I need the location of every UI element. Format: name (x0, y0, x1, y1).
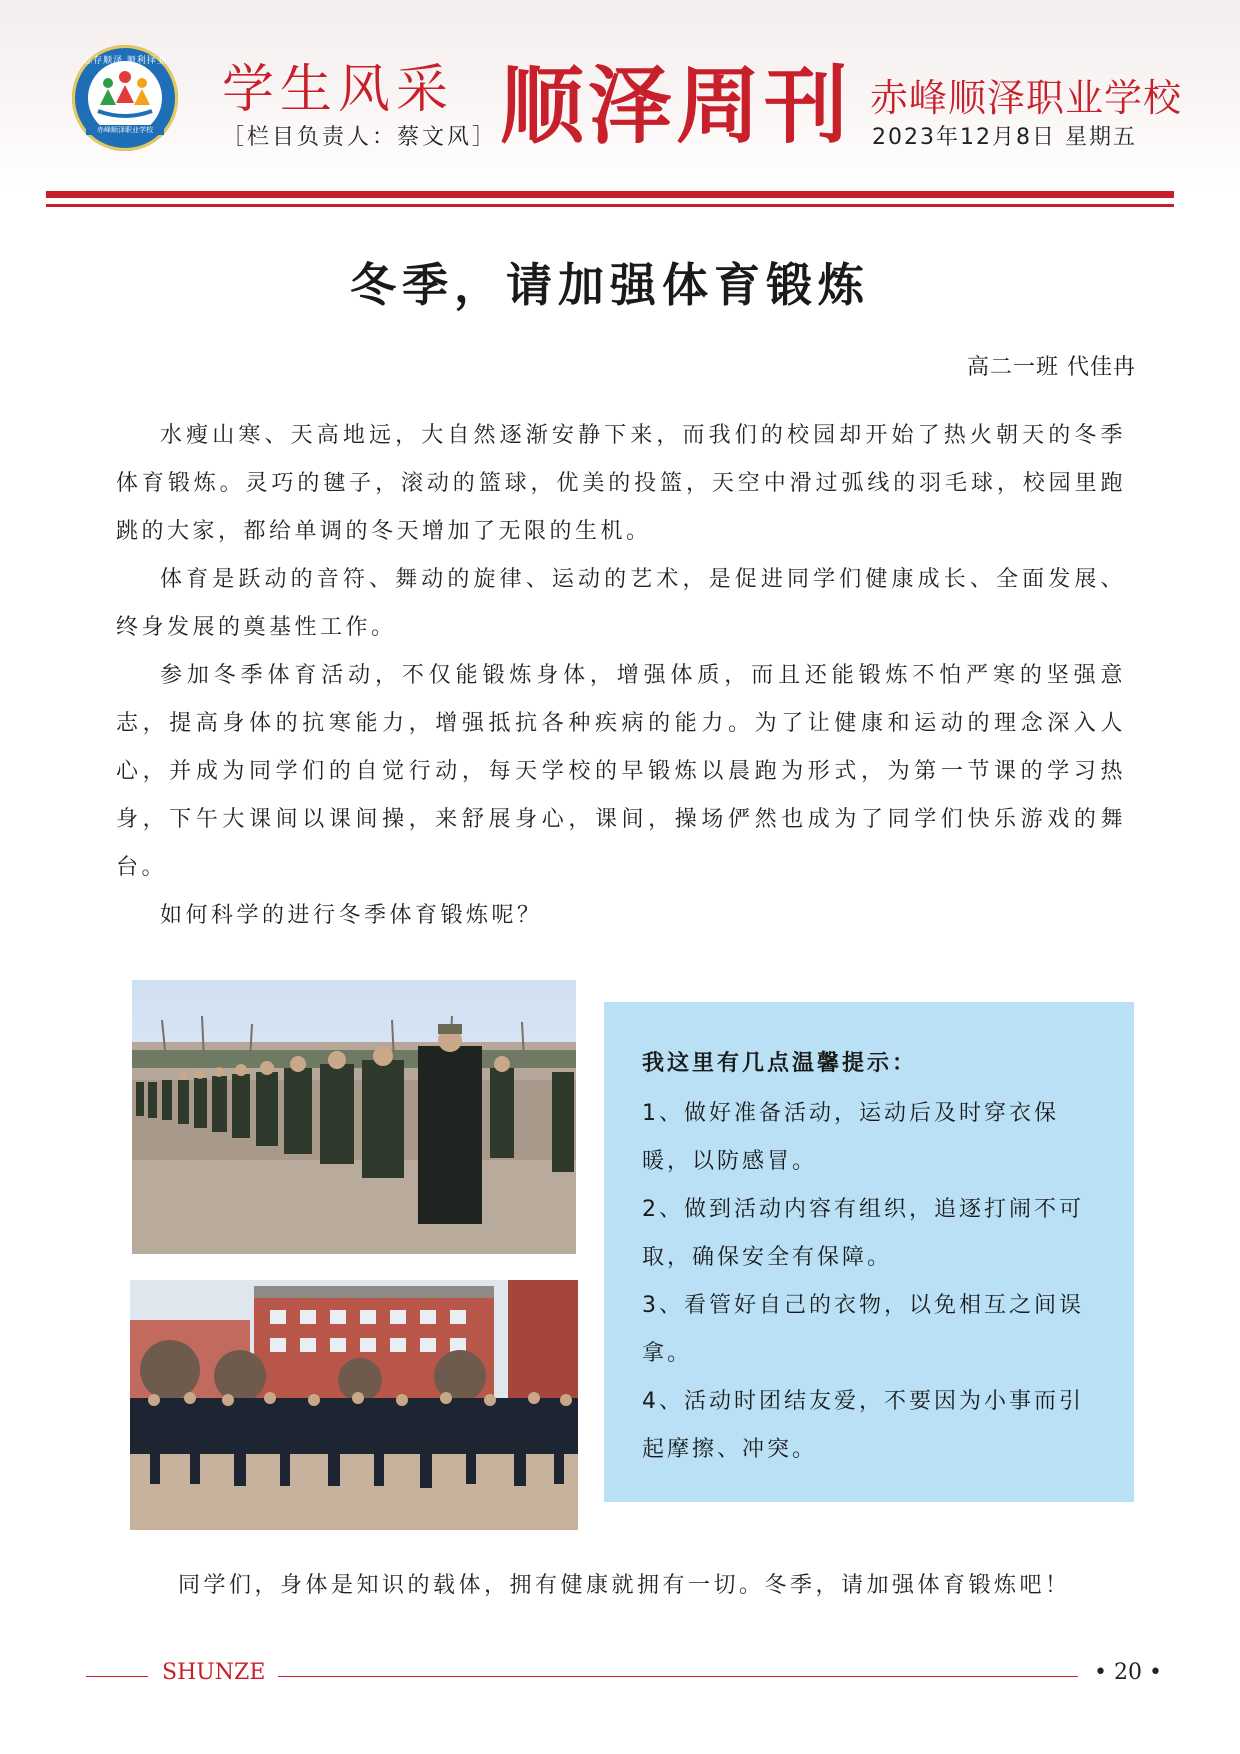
paragraph: 体育是跃动的音符、舞动的旋律、运动的艺术，是促进同学们健康成长、全面发展、终身发展的奠基性工作。 (116, 567, 1126, 640)
paragraph: 水瘦山寒、天高地远，大自然逐渐安静下来，而我们的校园却开始了热火朝天的冬季体育锻炼。灵巧的毽子，滚动的篮球，优美的投篮，天空中滑过弧线的羽毛球，校园里跑跳的大家，都给单调的冬天增加了无限的生机。 (116, 423, 1126, 544)
magazine-title: 顺泽周刊 (500, 57, 853, 155)
footer-rule-left (86, 1676, 148, 1677)
tip-item: 2、做到活动内容有组织，追逐打闹不可取，确保安全有保障。 (642, 1197, 1084, 1270)
paragraph: 参加冬季体育活动，不仅能锻炼身体，增强体质，而且还能锻炼不怕严寒的坚强意志，提高身体的抗寒能力，增强抵抗各种疾病的能力。为了让健康和运动的理念深入人心，并成为同学们的自觉行动，每天学校的早锻炼以晨跑为形式，为第一节课的学习热身，下午大课间以课间操，来舒展身心，课间，操场俨然也成为了同学们快乐游戏的舞台。 (116, 663, 1126, 880)
tip-item: 3、看管好自己的衣物，以免相互之间误拿。 (642, 1293, 1084, 1366)
tip-item: 4、活动时团结友爱，不要因为小事而引起摩擦、冲突。 (642, 1389, 1084, 1462)
emblem-school-name: 赤峰顺泽职业学校 (86, 125, 164, 135)
students-in-formation-photo (132, 980, 576, 1254)
paragraph: 如何科学的进行冬季体育锻炼呢？ (160, 903, 543, 928)
footer-brand: SHUNZE (162, 1660, 266, 1685)
school-name: 赤峰顺泽职业学校 (870, 76, 1183, 120)
column-title: 学生风采 (222, 60, 455, 120)
tips-list (642, 1090, 1102, 1474)
page-number: • 20 • (1094, 1660, 1162, 1685)
closing-sentence: 同学们，身体是知识的载体，拥有健康就拥有一切。冬季，请加强体育锻炼吧！ (178, 1573, 1071, 1598)
emblem-figures-icon (94, 67, 156, 123)
footer-rule-right (278, 1676, 1078, 1677)
article-byline: 高二一班 代佳冉 (967, 355, 1136, 380)
running-illustration (130, 1280, 578, 1530)
formation-illustration (132, 980, 576, 1254)
tip-item: 1、做好准备活动，运动后及时穿衣保暖，以防感冒。 (642, 1101, 1059, 1174)
column-editor: ［栏目负责人：蔡文风］ (222, 125, 498, 150)
students-running-photo (130, 1280, 578, 1530)
article-body (116, 412, 1126, 940)
emblem-ring-text: 志存顺泽 顺利择业 (83, 56, 167, 66)
tips-box (604, 1002, 1134, 1502)
header-rule-thin (46, 204, 1174, 207)
article-title: 冬季，请加强体育锻炼 (350, 258, 870, 312)
header-rule-thick (46, 191, 1174, 198)
issue-date: 2023年12月8日 星期五 (872, 125, 1137, 150)
tips-heading: 我这里有几点温馨提示： (642, 1051, 918, 1076)
school-emblem-icon (72, 45, 178, 151)
